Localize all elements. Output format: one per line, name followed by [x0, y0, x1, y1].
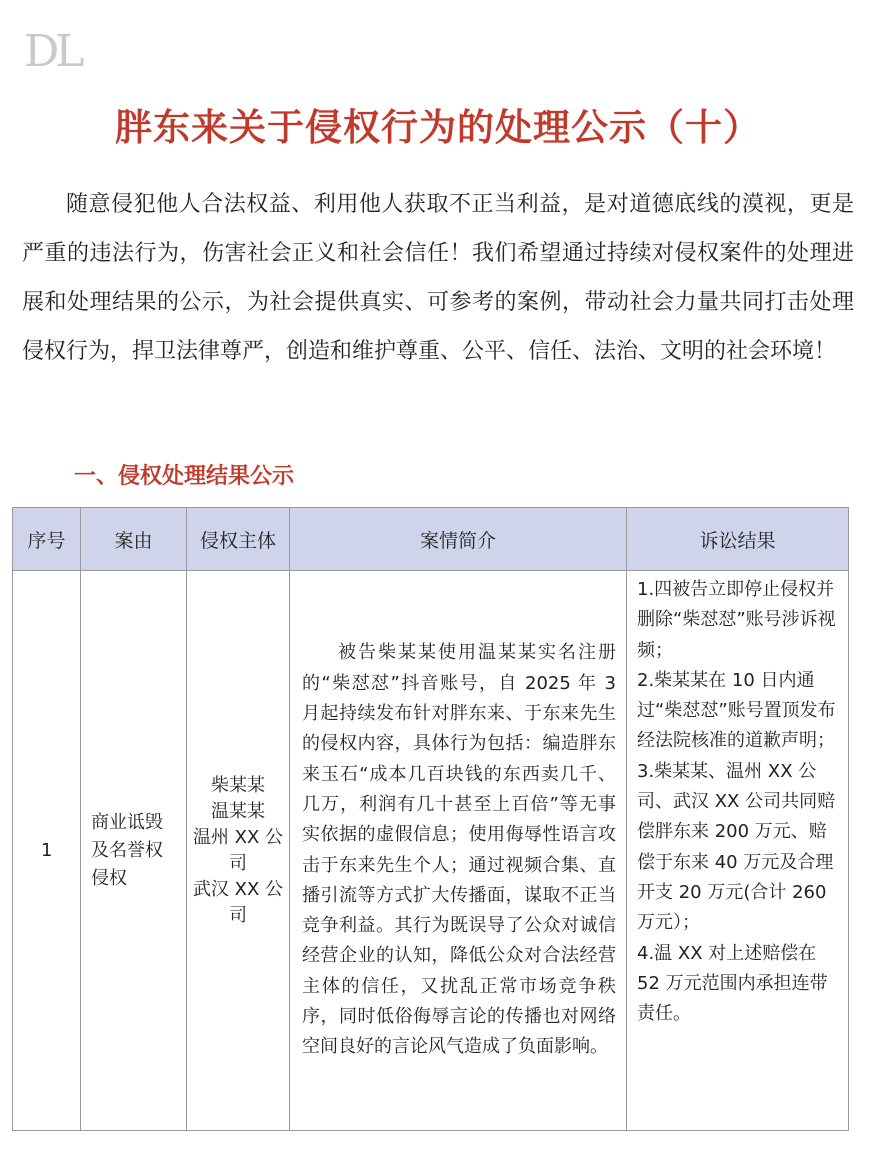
cell-cause: 商业诋毁及名誉权侵权	[81, 571, 187, 1131]
header-cause: 案由	[81, 508, 187, 571]
header-no: 序号	[13, 508, 81, 571]
cell-parties	[187, 571, 290, 1131]
party-name: 温某某	[211, 800, 265, 822]
party-name: 温州 XX 公司	[192, 826, 284, 874]
result-item: 3.柴某某、温州 XX 公司、武汉 XX 公司共同赔偿胖东来 200 万元、赔偿于东来 40 万元及合理开支 20 万元(合计 260 万元）；	[637, 760, 836, 934]
header-parties: 侵权主体	[187, 508, 290, 571]
section-heading: 一、侵权处理结果公示	[74, 464, 295, 489]
header-result: 诉讼结果	[627, 508, 849, 571]
page-title: 胖东来关于侵权行为的处理公示（十）	[115, 106, 761, 149]
table-header-row	[13, 508, 849, 571]
party-name: 武汉 XX 公司	[192, 878, 284, 926]
result-item: 1.四被告立即停止侵权并删除“柴怼怼”账号涉诉视频；	[637, 579, 836, 661]
cell-summary	[290, 571, 627, 1131]
party-name: 柴某某	[211, 774, 265, 796]
header-summary: 案情简介	[290, 508, 627, 571]
result-item: 2.柴某某在 10 日内通过“柴怼怼”账号置顶发布经法院核准的道歉声明；	[637, 669, 836, 752]
brand-logo: DL	[24, 26, 81, 77]
result-item: 4.温 XX 对上述赔偿在 52 万元范围内承担连带责任。	[637, 942, 828, 1025]
cell-result	[627, 571, 849, 1131]
table-row	[13, 571, 849, 1131]
case-summary-text: 被告柴某某使用温某某实名注册的“柴怼怼”抖音账号，自 2025 年 3 月起持续发布针对胖东来、于东来先生的侵权内容，具体行为包括：编造胖东来玉石“成本几百块钱的东西卖几千、几万，利润有几十甚至上百倍”等无事实依据的虚假信息；使用侮辱性语言攻击于东来先生个人；通过视频合集、直播引流等方式扩大传播面，谋取不正当竞争利益。其行为既误导了公众对诚信经营企业的认知，降低公众对合法经营主体的信任，又扰乱正常市场竞争秩序，同时低俗侮辱言论的传播也对网络空间良好的言论风气造成了负面影响。	[302, 642, 616, 1058]
case-table	[12, 507, 849, 1131]
cell-no: 1	[13, 571, 81, 1131]
intro-paragraph: 随意侵犯他人合法权益、利用他人获取不正当利益，是对道德底线的漠视，更是严重的违法行为，伤害社会正义和社会信任！我们希望通过持续对侵权案件的处理进展和处理结果的公示，为社会提供真实、可参考的案例，带动社会力量共同打击处理侵权行为，捍卫法律尊严，创造和维护尊重、公平、信任、法治、文明的社会环境！	[22, 192, 854, 364]
